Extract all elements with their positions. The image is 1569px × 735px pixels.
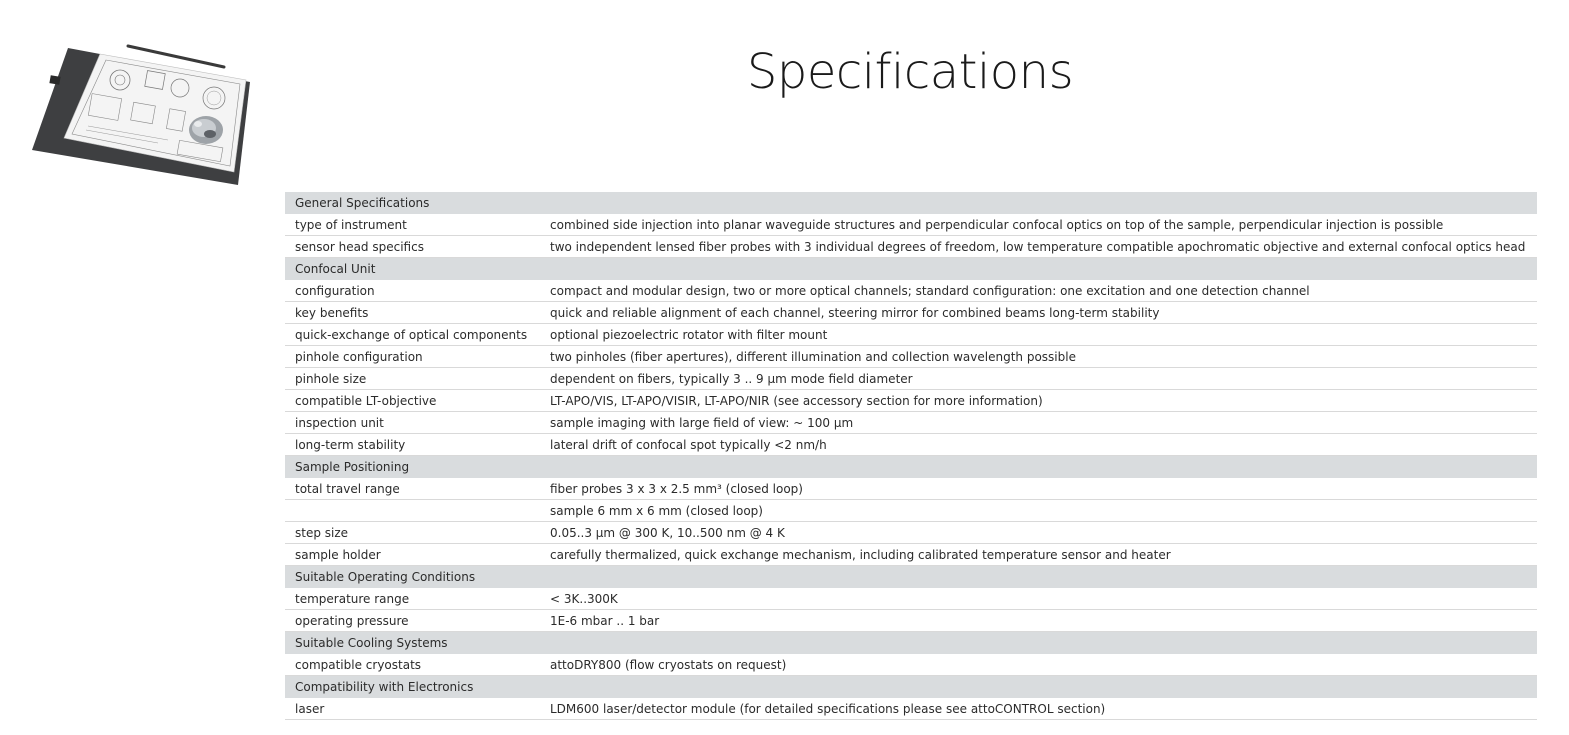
section-header bbox=[285, 192, 1537, 214]
spec-value: < 3K..300K bbox=[540, 588, 1537, 610]
spec-label: quick-exchange of optical components bbox=[285, 324, 540, 346]
spec-value: 1E-6 mbar .. 1 bar bbox=[540, 610, 1537, 632]
spec-value: two independent lensed fiber probes with 3 individual degrees of freedom, low temperature compatible apochromatic objective and external confocal optics head bbox=[540, 236, 1537, 258]
spec-row bbox=[285, 346, 1537, 368]
spec-value: attoDRY800 (flow cryostats on request) bbox=[540, 654, 1537, 676]
spec-value: sample imaging with large field of view: ~ 100 µm bbox=[540, 412, 1537, 434]
spec-row bbox=[285, 522, 1537, 544]
spec-label: total travel range bbox=[285, 478, 540, 500]
spec-label: key benefits bbox=[285, 302, 540, 324]
section-title: General Specifications bbox=[285, 192, 1537, 214]
specifications-table bbox=[285, 192, 1537, 720]
spec-label: type of instrument bbox=[285, 214, 540, 236]
spec-value: compact and modular design, two or more optical channels; standard configuration: one excitation and one detection channel bbox=[540, 280, 1537, 302]
spec-row bbox=[285, 324, 1537, 346]
spec-label: configuration bbox=[285, 280, 540, 302]
spec-value: combined side injection into planar waveguide structures and perpendicular confocal optics on top of the sample, perpendicular injection is possible bbox=[540, 214, 1537, 236]
spec-row bbox=[285, 654, 1537, 676]
spec-value: lateral drift of confocal spot typically <2 nm/h bbox=[540, 434, 1537, 456]
spec-value: quick and reliable alignment of each channel, steering mirror for combined beams long-term stability bbox=[540, 302, 1537, 324]
section-header bbox=[285, 566, 1537, 588]
spec-label: operating pressure bbox=[285, 610, 540, 632]
section-title: Sample Positioning bbox=[285, 456, 1537, 478]
section-title: Confocal Unit bbox=[285, 258, 1537, 280]
section-title: Suitable Cooling Systems bbox=[285, 632, 1537, 654]
spec-label: sample holder bbox=[285, 544, 540, 566]
section-header bbox=[285, 258, 1537, 280]
spec-row bbox=[285, 478, 1537, 500]
spec-row bbox=[285, 434, 1537, 456]
spec-value: fiber probes 3 x 3 x 2.5 mm³ (closed loop) bbox=[540, 478, 1537, 500]
spec-value: optional piezoelectric rotator with filter mount bbox=[540, 324, 1537, 346]
spec-label: sensor head specifics bbox=[285, 236, 540, 258]
spec-row bbox=[285, 500, 1537, 522]
spec-value: carefully thermalized, quick exchange mechanism, including calibrated temperature sensor and heater bbox=[540, 544, 1537, 566]
spec-row bbox=[285, 610, 1537, 632]
spec-value: LT-APO/VIS, LT-APO/VISIR, LT-APO/NIR (see accessory section for more information) bbox=[540, 390, 1537, 412]
spec-row bbox=[285, 412, 1537, 434]
spec-label bbox=[285, 500, 540, 522]
spec-value: sample 6 mm x 6 mm (closed loop) bbox=[540, 500, 1537, 522]
spec-value: dependent on fibers, typically 3 .. 9 µm mode field diameter bbox=[540, 368, 1537, 390]
spec-value: LDM600 laser/detector module (for detailed specifications please see attoCONTROL section) bbox=[540, 698, 1537, 720]
spec-row bbox=[285, 236, 1537, 258]
spec-row bbox=[285, 368, 1537, 390]
spec-value: two pinholes (fiber apertures), different illumination and collection wavelength possible bbox=[540, 346, 1537, 368]
spec-label: pinhole configuration bbox=[285, 346, 540, 368]
section-title: Compatibility with Electronics bbox=[285, 676, 1537, 698]
spec-row bbox=[285, 698, 1537, 720]
spec-row bbox=[285, 588, 1537, 610]
spec-row bbox=[285, 302, 1537, 324]
spec-label: compatible LT-objective bbox=[285, 390, 540, 412]
spec-row bbox=[285, 544, 1537, 566]
clipboard-drawing-illustration bbox=[28, 40, 258, 190]
spec-row bbox=[285, 390, 1537, 412]
spec-label: laser bbox=[285, 698, 540, 720]
section-title: Suitable Operating Conditions bbox=[285, 566, 1537, 588]
spec-row bbox=[285, 280, 1537, 302]
spec-label: long-term stability bbox=[285, 434, 540, 456]
section-header bbox=[285, 676, 1537, 698]
spec-label: pinhole size bbox=[285, 368, 540, 390]
spec-row bbox=[285, 214, 1537, 236]
spec-label: step size bbox=[285, 522, 540, 544]
spec-label: inspection unit bbox=[285, 412, 540, 434]
page-title: Specifications bbox=[746, 44, 1074, 100]
spec-label: temperature range bbox=[285, 588, 540, 610]
section-header bbox=[285, 632, 1537, 654]
section-header bbox=[285, 456, 1537, 478]
spec-value: 0.05..3 µm @ 300 K, 10..500 nm @ 4 K bbox=[540, 522, 1537, 544]
spec-label: compatible cryostats bbox=[285, 654, 540, 676]
